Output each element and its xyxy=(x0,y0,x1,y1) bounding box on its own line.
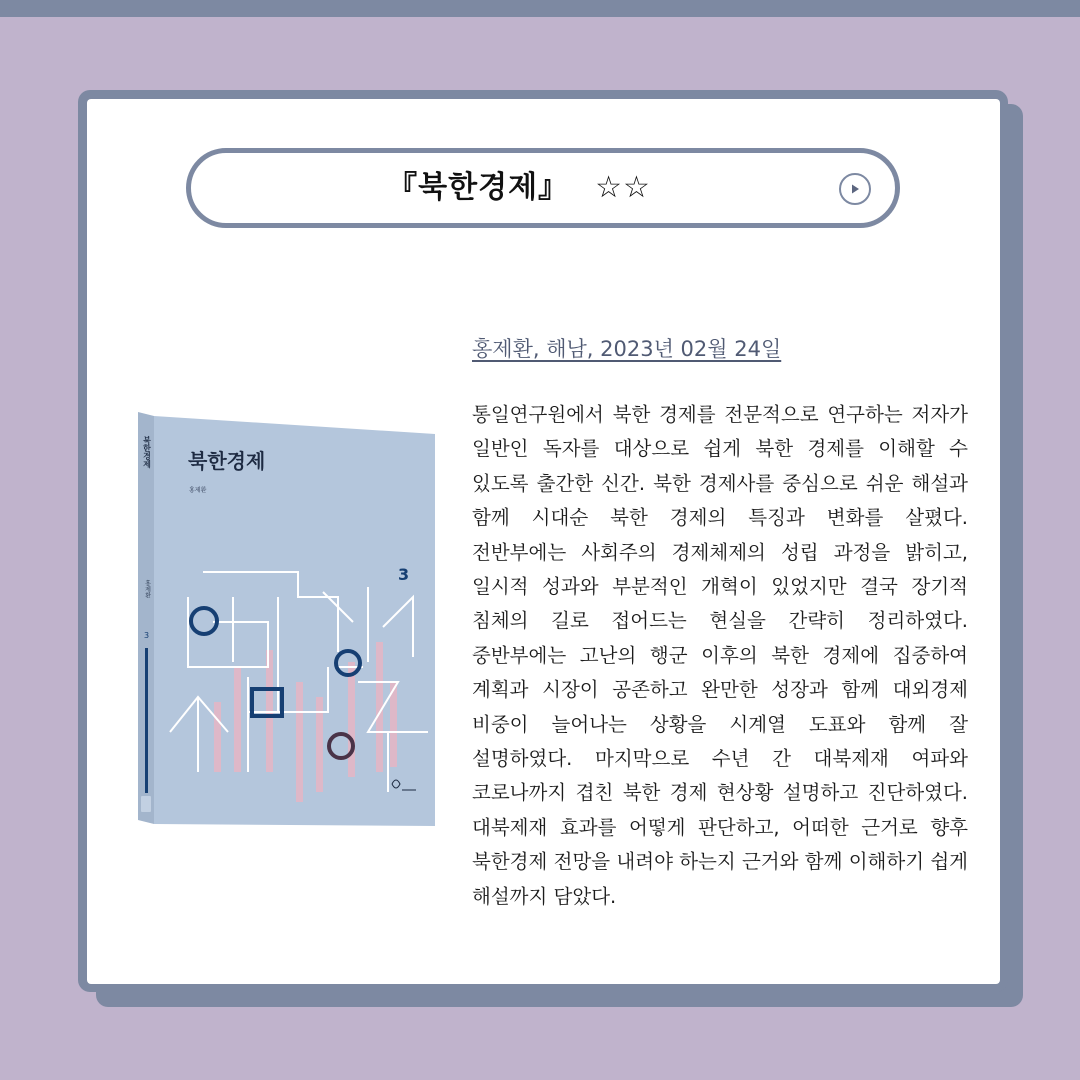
book-spine-title: 북한경제 xyxy=(142,436,152,468)
book-cover-image xyxy=(138,412,435,826)
page-title xyxy=(191,153,895,223)
title-bar xyxy=(186,148,900,228)
play-button[interactable] xyxy=(839,173,871,205)
rating-stars: ☆☆ xyxy=(595,170,651,205)
book-meta: 홍제환, 해남, 2023년 02월 24일 xyxy=(472,337,782,361)
book-cover-author: 홍제환 xyxy=(189,487,207,494)
book-description: 통일연구원에서 북한 경제를 전문적으로 연구하는 저자가 일반인 독자를 대상으로 쉽게 북한 경제를 이해할 수 있도록 출간한 신간. 북한 경제사를 중심으로 쉬운 해설과 함께 시대순 북한 경제의 특징과 변화를 살폈다. 전반부에는 사회주의 경제체제의 성립 과정을 밝히고, 일시적 성과와 부분적인 개혁이 있었지만 결국 장기적 침체의 길로 접어드는 현실을 간략히 정리하였다. 중반부에는 고난의 행군 이후의 북한 경제에 집중하여 계획과 시장이 공존하고 완만한 성장과 함께 대외경제 비중이 늘어나는 상황을 시계열 도표와 함께 잘 설명하였다. 마지막으로 수년 간 대북제재 여파와 코로나까지 겹친 북한 경제 현상황 설명하고 진단하였다. 대북제재 효과를 어떻게 판단하고, 어떠한 근거로 향후 북한경제 전망을 내려야 하는지 근거와 함께 이해하기 쉽게 해설까지 담았다. xyxy=(472,403,968,908)
book-cover-title: 북한경제 xyxy=(188,449,266,473)
book-cover-volume: 3 xyxy=(398,565,410,584)
book-spine-logo xyxy=(141,796,151,812)
book-spine-volume: 3 xyxy=(144,631,150,640)
book-spine-author: 홍제환 xyxy=(143,580,151,598)
title-text: 『북한경제』 xyxy=(387,170,570,205)
top-strip xyxy=(0,0,1080,17)
book-spine-bar xyxy=(145,648,148,793)
play-icon xyxy=(849,183,861,195)
